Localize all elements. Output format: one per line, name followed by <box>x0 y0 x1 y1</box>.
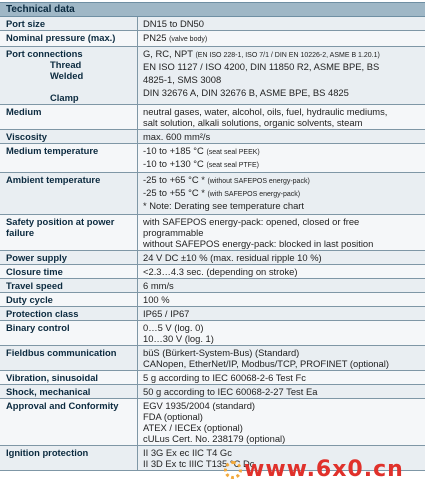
row-label <box>0 371 138 384</box>
row-label-line: Nominal pressure (max.) <box>6 32 116 43</box>
row-value <box>138 385 425 398</box>
value-note: (with SAFEPOS energy-pack) <box>207 191 301 198</box>
row-label <box>0 321 138 345</box>
row-value <box>138 130 425 143</box>
row-value-line: 100 % <box>143 294 170 305</box>
row-value-line <box>143 174 421 187</box>
table-row <box>0 399 425 446</box>
row-label-line: Safety position at power <box>6 216 115 227</box>
row-label <box>0 346 138 370</box>
row-label-line: Medium <box>6 106 42 117</box>
table-row <box>0 130 425 144</box>
row-label <box>0 279 138 292</box>
row-value-line: FDA (optional) <box>143 411 203 422</box>
table-row <box>0 47 425 105</box>
row-label-line: Travel speed <box>6 280 63 291</box>
table-row <box>0 293 425 307</box>
row-label <box>0 215 138 250</box>
row-value-line <box>143 48 421 61</box>
value-main: G, RC, NPT <box>143 48 196 59</box>
value-main: 4825-1, SMS 3008 <box>143 74 222 85</box>
row-value-line: CANopen, EtherNet/IP, Modbus/TCP, PROFINET (optional) <box>143 358 389 369</box>
watermark-logo <box>224 457 425 483</box>
row-value-line <box>143 87 421 100</box>
row-value-line: programmable <box>143 227 204 238</box>
row-value <box>138 371 425 384</box>
row-value-line <box>143 61 421 74</box>
row-label-line: Fieldbus communication <box>6 347 117 358</box>
row-value-line: <2.3…4.3 sec. (depending on stroke) <box>143 266 298 277</box>
technical-data-table <box>0 2 425 471</box>
row-label <box>0 265 138 278</box>
table-row <box>0 173 425 215</box>
value-main: * Note: Derating see temperature chart <box>143 200 305 211</box>
row-value-line: 24 V DC ±10 % (max. residual ripple 10 %) <box>143 252 322 263</box>
row-label <box>0 293 138 306</box>
row-value <box>138 307 425 320</box>
row-label <box>0 47 138 104</box>
value-main: -25 to +65 °C * <box>143 174 208 185</box>
row-label-line: Protection class <box>6 308 79 319</box>
row-value-line: 0…5 V (log. 0) <box>143 322 204 333</box>
table-row <box>0 265 425 279</box>
row-label-line: Clamp <box>50 92 79 103</box>
row-value-line: max. 600 mm²/s <box>143 131 211 142</box>
row-label <box>0 399 138 445</box>
table-row <box>0 215 425 251</box>
row-label-line: failure <box>6 227 35 238</box>
table-row <box>0 307 425 321</box>
row-value <box>138 321 425 345</box>
row-value-line <box>143 200 421 213</box>
row-label <box>0 173 138 214</box>
value-note: (EN ISO 228-1, ISO 7/1 / DIN EN 10226-2, ASME B 1.20.1) <box>195 52 380 59</box>
row-value-line: ATEX / IECEx (optional) <box>143 422 243 433</box>
row-value-line: II 3D Ex tc IIIC T135 °C Dc <box>143 458 255 469</box>
row-label-line <box>6 81 133 92</box>
value-note: (valve body) <box>169 36 208 43</box>
row-label-line: Shock, mechanical <box>6 386 91 397</box>
table-row <box>0 105 425 130</box>
row-value <box>138 265 425 278</box>
row-value-line: without SAFEPOS energy-pack: blocked in last position <box>143 238 374 249</box>
row-value <box>138 346 425 370</box>
row-value <box>138 17 425 30</box>
row-label-line: Port size <box>6 18 46 29</box>
row-value <box>138 105 425 129</box>
row-label <box>0 31 138 46</box>
table-row <box>0 385 425 399</box>
row-value-line: 5 g according to IEC 60068-2-6 Test Fc <box>143 372 306 383</box>
row-value <box>138 251 425 264</box>
row-label <box>0 105 138 129</box>
table-title: Technical data <box>0 2 425 17</box>
row-value-line <box>143 158 421 171</box>
row-value-line <box>143 145 421 158</box>
row-label-line: Ignition protection <box>6 447 89 458</box>
table-row <box>0 17 425 31</box>
row-value-line: 10…30 V (log. 1) <box>143 333 214 344</box>
row-value-line: büS (Bürkert-System-Bus) (Standard) <box>143 347 300 358</box>
row-value-line <box>143 74 421 87</box>
row-label-line: Power supply <box>6 252 67 263</box>
row-value-line: 6 mm/s <box>143 280 174 291</box>
row-label <box>0 144 138 172</box>
table-row <box>0 346 425 371</box>
watermark-text: www.6x0.cn <box>244 457 404 482</box>
table-row <box>0 251 425 265</box>
row-value <box>138 215 425 250</box>
value-note: (seat seal PTFE) <box>206 162 259 169</box>
row-value-line: cULus Cert. No. 238179 (optional) <box>143 433 286 444</box>
row-value <box>138 144 425 172</box>
row-label <box>0 307 138 320</box>
row-value <box>138 31 425 46</box>
row-value-line: IP65 / IP67 <box>143 308 190 319</box>
row-label-line: Binary control <box>6 322 70 333</box>
table-row <box>0 144 425 173</box>
table-row <box>0 371 425 385</box>
row-label <box>0 17 138 30</box>
row-label-line: Duty cycle <box>6 294 53 305</box>
row-label-line: Viscosity <box>6 131 47 142</box>
value-main: -25 to +55 °C * <box>143 187 208 198</box>
row-value-line: II 3G Ex ec IIC T4 Gc <box>143 447 232 458</box>
row-label-line: Closure time <box>6 266 63 277</box>
row-value <box>138 173 425 214</box>
row-label-line: Medium temperature <box>6 145 99 156</box>
row-value-line: DN15 to DN50 <box>143 18 204 29</box>
row-value-line <box>143 187 421 200</box>
value-main: -10 to +185 °C <box>143 145 207 156</box>
gear-icon <box>224 461 242 479</box>
value-note: (without SAFEPOS energy-pack) <box>207 178 310 185</box>
row-label-line: Port connections <box>6 48 83 59</box>
table-body <box>0 17 425 471</box>
row-label <box>0 446 138 470</box>
table-row <box>0 279 425 293</box>
row-value-line: neutral gases, water, alcohol, oils, fuel, hydraulic mediums, <box>143 106 388 117</box>
row-label-line: Thread <box>50 59 82 70</box>
row-label-line: Ambient temperature <box>6 174 101 185</box>
row-label <box>0 130 138 143</box>
table-row <box>0 321 425 346</box>
value-main: DIN 32676 A, DIN 32676 B, ASME BPE, BS 4825 <box>143 87 349 98</box>
row-value-line: 50 g according to IEC 60068-2-27 Test Ea <box>143 386 318 397</box>
table-row <box>0 31 425 47</box>
value-main: PN25 <box>143 32 170 43</box>
value-main: EN ISO 1127 / ISO 4200, DIN 11850 R2, ASME BPE, BS <box>143 61 380 72</box>
row-label <box>0 385 138 398</box>
row-label-line: Approval and Conformity <box>6 400 119 411</box>
row-value-line: with SAFEPOS energy-pack: opened, closed or free <box>143 216 360 227</box>
row-label-line: Welded <box>50 70 84 81</box>
row-value <box>138 47 425 104</box>
value-note: (seat seal PEEK) <box>206 149 260 156</box>
row-value <box>138 279 425 292</box>
row-label <box>0 251 138 264</box>
row-value <box>138 293 425 306</box>
row-value-line: EGV 1935/2004 (standard) <box>143 400 256 411</box>
row-value-line: salt solution, alkali solutions, organic solvents, steam <box>143 117 363 128</box>
row-value <box>138 399 425 445</box>
row-label-line: Vibration, sinusoidal <box>6 372 99 383</box>
row-value-line <box>143 32 421 45</box>
value-main: -10 to +130 °C <box>143 158 207 169</box>
